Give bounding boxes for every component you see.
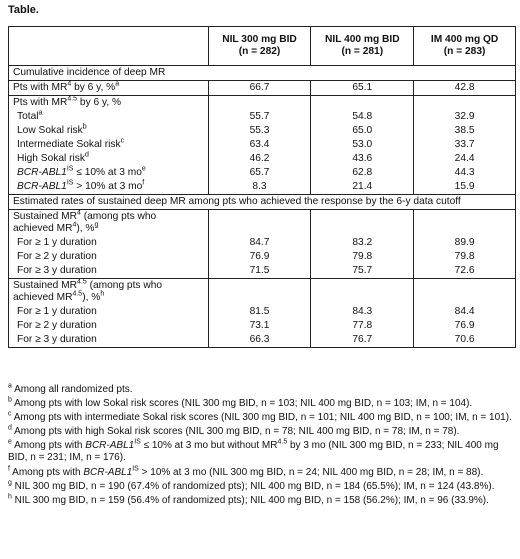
table-row: BCR-$ABL1^{IS} > 10\%$ at 3 $mo^f$ 8.3 21.4 15.9 xyxy=(9,180,516,195)
section-row-sustained: Estimated rates of sustained deep MR among pts who achieved the response by the 6-y data cutoff xyxy=(9,195,516,210)
table-row: Low Sokal risk$^b$ 55.3 65.0 38.5 xyxy=(9,124,516,138)
footnote-f: $^f$ Among pts with BCR-$ABL1^{IS} > 10\%$ at 3 mo (NIL 300 mg BID, n = 24; NIL 400 mg BID, n = 28; IM, n = 88). xyxy=(8,465,484,478)
footnote-g: $^g$ NIL 300 mg BID, n = 190 (67.4% of randomized pts); NIL 400 mg BID, n = 184 (65.5%); IM, n = 124 (43.8%). xyxy=(8,479,495,492)
table-row: Pts with $MR^{4.5}$ by 6 y, % xyxy=(9,96,516,111)
footnote-h: $^h$ NIL 300 mg BID, n = 159 (56.4% of randomized pts); NIL 400 mg BID, n = 158 (56.2%); IM, n = 96 (33.9%). xyxy=(8,493,489,506)
table-row: Sustained $MR^4$ (among pts who achieved $MR^4$), %$^g$ xyxy=(9,210,516,237)
table-row: Total$^a$ 55.7 54.8 32.9 xyxy=(9,110,516,124)
table-row: For ≥ 1 y duration 84.7 83.2 89.9 xyxy=(9,236,516,250)
footnote-c: $^c$ Among pts with intermediate Sokal risk scores (NIL 300 mg BID, n = 101; NIL 400 mg BID, n = 100; IM, n = 101). xyxy=(8,410,512,424)
results-table xyxy=(8,26,516,348)
table-row: High Sokal risk$^d$ 46.2 43.6 24.4 xyxy=(9,152,516,166)
footnotes xyxy=(8,384,516,509)
table-row: Pts with $MR^4$ by 6 y, %$^a$ 66.7 65.1 42.8 xyxy=(9,81,516,96)
footnote-e: $^e$ Among pts with BCR-$ABL1^{IS} \le 10\%$ at 3 mo but without $MR^{4.5}$ by 3 mo (NIL 300 mg BID, n = 233; NIL 400 mg BID, n = 231; IM, n = 176). xyxy=(8,439,499,464)
table-row: Sustained $MR^{4.5}$ (among pts who achieved $MR^{4.5}$), %$^h$ xyxy=(9,279,516,306)
table-row: BCR-$ABL1^{IS} \le 10\%$ at 3 $mo^e$ 65.7 62.8 44.3 xyxy=(9,166,516,180)
table-row: For ≥ 2 y duration 76.9 79.8 79.8 xyxy=(9,250,516,264)
header-col-nil400: NIL 400 mg BID (n = 281) xyxy=(311,27,414,66)
header-col-im400: IM 400 mg QD (n = 283) xyxy=(414,27,516,66)
header-col-nil300: NIL 300 mg BID (n = 282) xyxy=(208,27,311,66)
footnote-b: $^b$ Among pts with low Sokal risk scores (NIL 300 mg BID, n = 103; NIL 400 mg BID, n = 103; IM, n = 104). xyxy=(8,396,473,410)
header-blank xyxy=(9,27,209,66)
header-row xyxy=(9,27,516,66)
table-row: For ≥ 1 y duration 81.5 84.3 84.4 xyxy=(9,305,516,319)
table-row: For ≥ 2 y duration 73.1 77.8 76.9 xyxy=(9,319,516,333)
table-row: Intermediate Sokal risk$^c$ 63.4 53.0 33.7 xyxy=(9,138,516,152)
table-row: For ≥ 3 y duration 66.3 76.7 70.6 xyxy=(9,333,516,348)
table-row: For ≥ 3 y duration 71.5 75.7 72.6 xyxy=(9,264,516,279)
section-row-cumulative: Cumulative incidence of deep MR xyxy=(9,66,516,81)
table-caption: Table. xyxy=(8,4,39,16)
footnote-d: $^d$ Among pts with high Sokal risk scores (NIL 300 mg BID, n = 78; NIL 400 mg BID, n = 78; IM, n = 78). xyxy=(8,424,460,438)
footnote-a: $^a$ Among all randomized pts. xyxy=(8,382,133,395)
